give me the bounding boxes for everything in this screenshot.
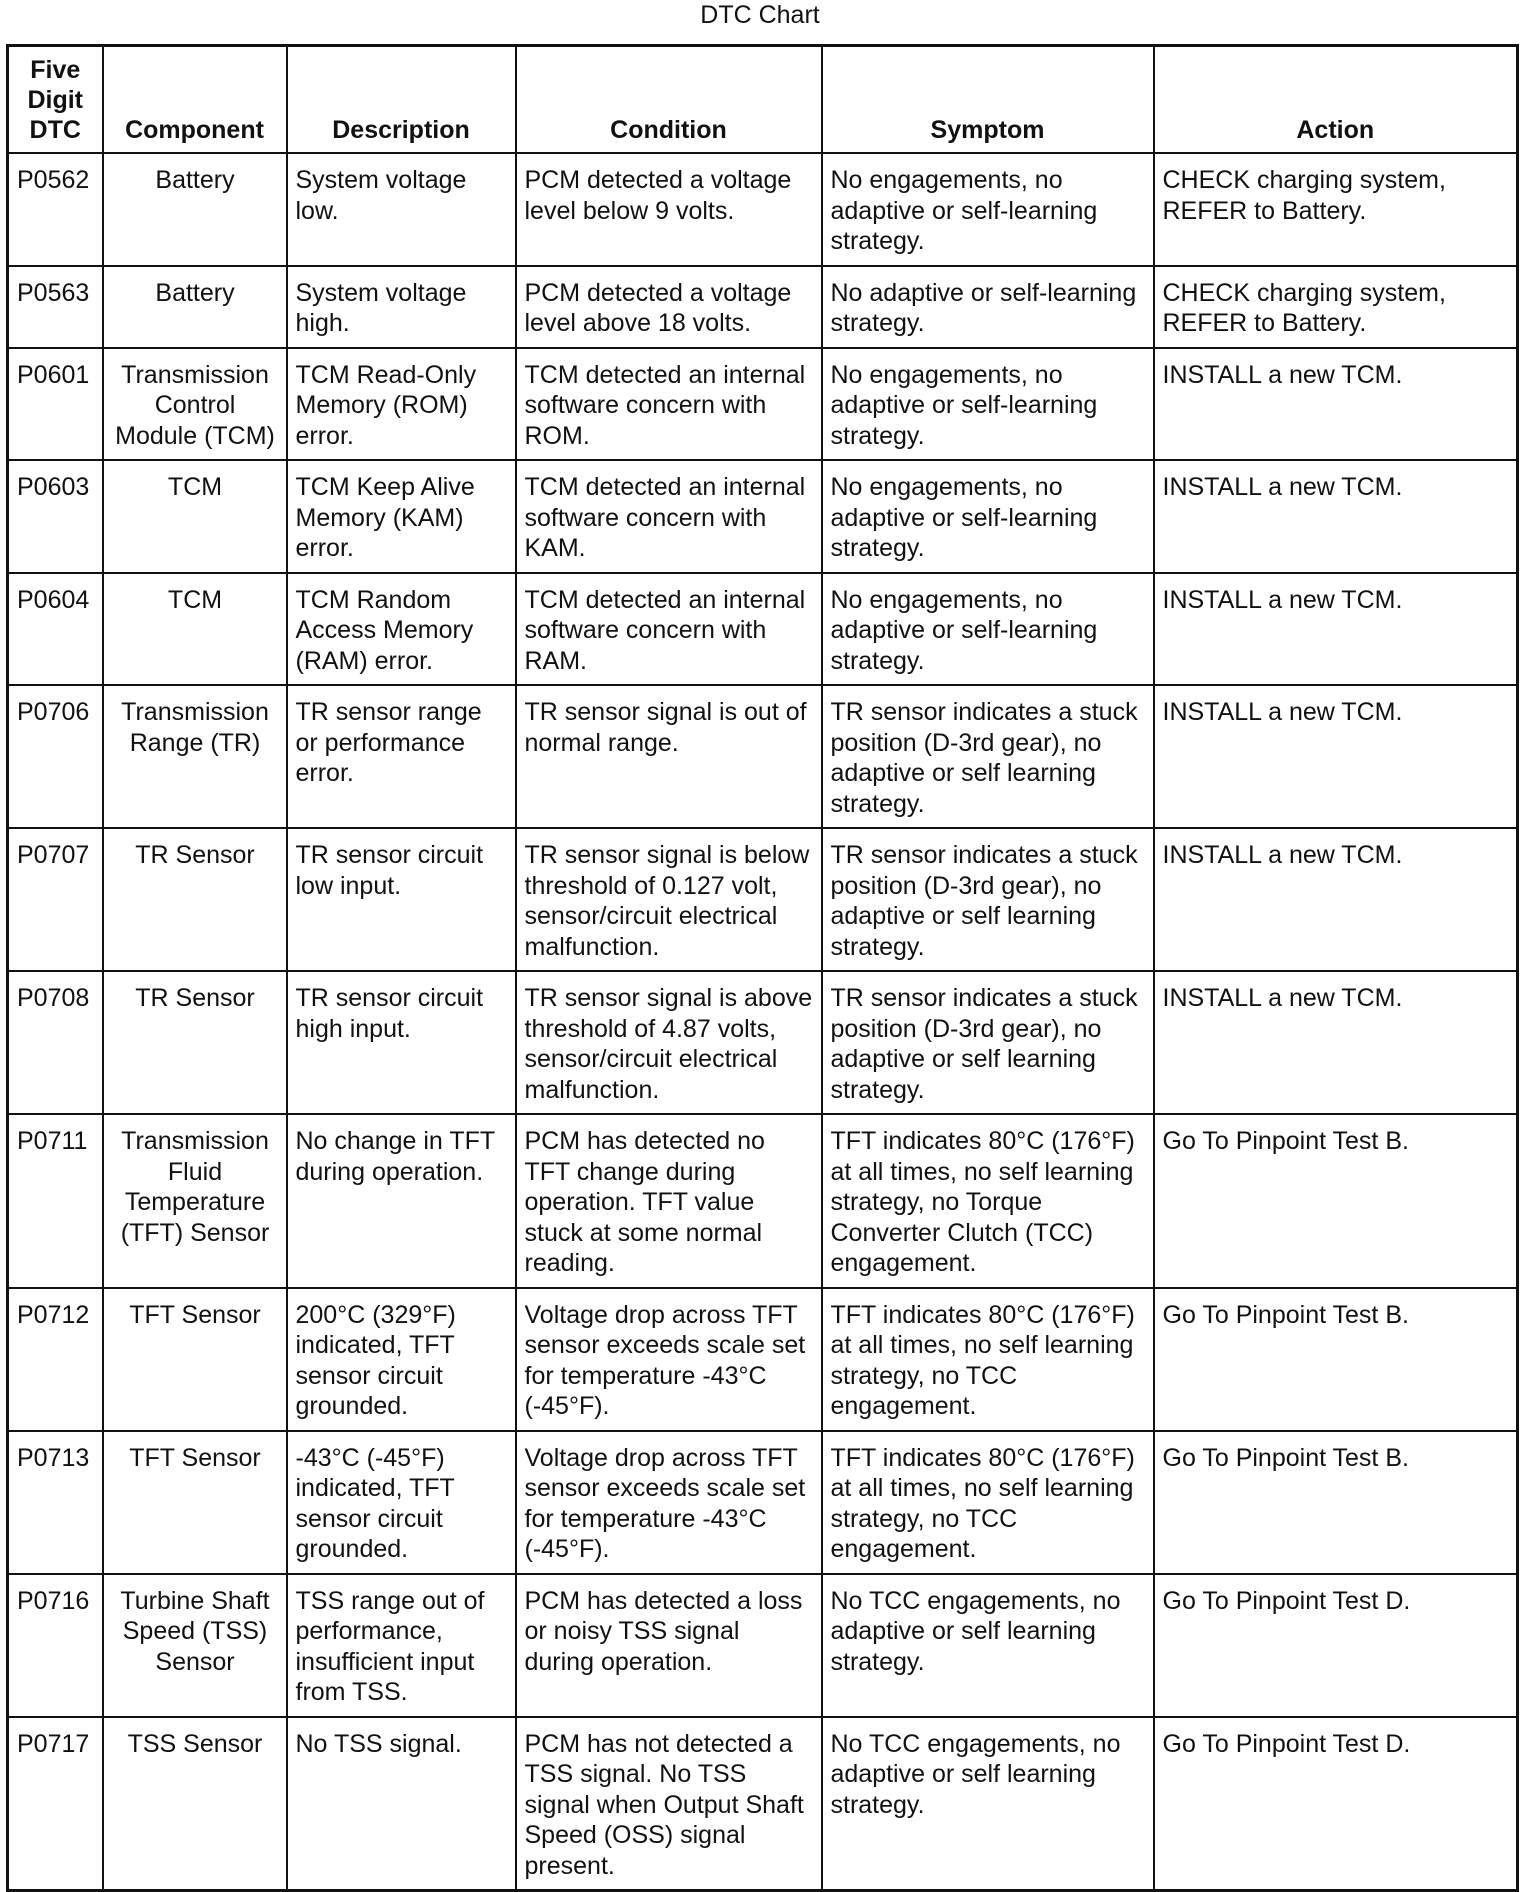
- cell-description: No TSS signal.: [287, 1717, 516, 1891]
- cell-component: TR Sensor: [103, 971, 287, 1114]
- cell-symptom: TR sensor indicates a stuck position (D-3rd gear), no adaptive or self learning strategy.: [822, 971, 1154, 1114]
- cell-component: Turbine Shaft Speed (TSS) Sensor: [103, 1574, 287, 1717]
- dtc-table: [6, 44, 1519, 1892]
- cell-condition: PCM has not detected a TSS signal. No TSS signal when Output Shaft Speed (OSS) signal present.: [516, 1717, 822, 1891]
- header-dtc-line: Digit: [27, 86, 84, 114]
- cell-condition: TCM detected an internal software concern with RAM.: [516, 573, 822, 686]
- cell-condition: Voltage drop across TFT sensor exceeds scale set for temperature -43°C (-45°F).: [516, 1288, 822, 1431]
- cell-action: CHECK charging system, REFER to Battery.: [1154, 153, 1518, 266]
- cell-symptom: TFT indicates 80°C (176°F) at all times, no self learning strategy, no TCC engagement.: [822, 1288, 1154, 1431]
- cell-action: Go To Pinpoint Test B.: [1154, 1288, 1518, 1431]
- cell-symptom: No adaptive or self-learning strategy.: [822, 266, 1154, 348]
- cell-action: CHECK charging system, REFER to Battery.: [1154, 266, 1518, 348]
- cell-condition: TR sensor signal is below threshold of 0.127 volt, sensor/circuit electrical malfunction.: [516, 828, 822, 971]
- table-row: [8, 153, 1518, 266]
- cell-dtc-code: P0713: [8, 1431, 103, 1574]
- cell-action: Go To Pinpoint Test B.: [1154, 1431, 1518, 1574]
- table-row: [8, 460, 1518, 573]
- table-row: [8, 1431, 1518, 1574]
- cell-condition: TCM detected an internal software concern with KAM.: [516, 460, 822, 573]
- cell-description: TR sensor circuit low input.: [287, 828, 516, 971]
- cell-action: INSTALL a new TCM.: [1154, 348, 1518, 461]
- header-symptom: Symptom: [822, 46, 1154, 154]
- cell-dtc-code: P0711: [8, 1114, 103, 1288]
- table-row: [8, 348, 1518, 461]
- cell-component: Transmission Range (TR): [103, 685, 287, 828]
- header-description: Description: [287, 46, 516, 154]
- header-component: Component: [103, 46, 287, 154]
- cell-action: Go To Pinpoint Test B.: [1154, 1114, 1518, 1288]
- cell-component: Transmission Control Module (TCM): [103, 348, 287, 461]
- table-row: [8, 1574, 1518, 1717]
- cell-dtc-code: P0717: [8, 1717, 103, 1891]
- table-row: [8, 1717, 1518, 1891]
- cell-description: TCM Random Access Memory (RAM) error.: [287, 573, 516, 686]
- cell-component: Battery: [103, 266, 287, 348]
- table-row: [8, 685, 1518, 828]
- cell-description: TCM Keep Alive Memory (KAM) error.: [287, 460, 516, 573]
- cell-description: TR sensor range or performance error.: [287, 685, 516, 828]
- cell-symptom: No TCC engagements, no adaptive or self learning strategy.: [822, 1717, 1154, 1891]
- cell-action: Go To Pinpoint Test D.: [1154, 1717, 1518, 1891]
- cell-component: TFT Sensor: [103, 1288, 287, 1431]
- cell-dtc-code: P0706: [8, 685, 103, 828]
- cell-action: INSTALL a new TCM.: [1154, 460, 1518, 573]
- header-action: Action: [1154, 46, 1518, 154]
- cell-description: TR sensor circuit high input.: [287, 971, 516, 1114]
- cell-symptom: No engagements, no adaptive or self-learning strategy.: [822, 153, 1154, 266]
- cell-dtc-code: P0712: [8, 1288, 103, 1431]
- header-dtc: [8, 46, 103, 154]
- cell-symptom: TR sensor indicates a stuck position (D-3rd gear), no adaptive or self learning strategy.: [822, 685, 1154, 828]
- cell-dtc-code: P0562: [8, 153, 103, 266]
- cell-action: INSTALL a new TCM.: [1154, 828, 1518, 971]
- table-row: [8, 573, 1518, 686]
- cell-dtc-code: P0708: [8, 971, 103, 1114]
- cell-dtc-code: P0601: [8, 348, 103, 461]
- cell-description: TCM Read-Only Memory (ROM) error.: [287, 348, 516, 461]
- cell-dtc-code: P0603: [8, 460, 103, 573]
- cell-description: No change in TFT during operation.: [287, 1114, 516, 1288]
- cell-dtc-code: P0604: [8, 573, 103, 686]
- cell-description: TSS range out of performance, insufficient input from TSS.: [287, 1574, 516, 1717]
- cell-description: System voltage high.: [287, 266, 516, 348]
- cell-condition: TR sensor signal is out of normal range.: [516, 685, 822, 828]
- cell-condition: PCM detected a voltage level below 9 volts.: [516, 153, 822, 266]
- cell-action: Go To Pinpoint Test D.: [1154, 1574, 1518, 1717]
- cell-component: TCM: [103, 460, 287, 573]
- cell-component: TSS Sensor: [103, 1717, 287, 1891]
- cell-symptom: No TCC engagements, no adaptive or self learning strategy.: [822, 1574, 1154, 1717]
- header-dtc-line: Five: [30, 56, 81, 84]
- cell-symptom: No engagements, no adaptive or self-learning strategy.: [822, 348, 1154, 461]
- header-dtc-line: DTC: [29, 116, 81, 144]
- cell-action: INSTALL a new TCM.: [1154, 685, 1518, 828]
- cell-symptom: No engagements, no adaptive or self-learning strategy.: [822, 573, 1154, 686]
- cell-condition: PCM has detected no TFT change during operation. TFT value stuck at some normal reading.: [516, 1114, 822, 1288]
- cell-condition: PCM detected a voltage level above 18 volts.: [516, 266, 822, 348]
- cell-description: -43°C (-45°F) indicated, TFT sensor circuit grounded.: [287, 1431, 516, 1574]
- header-condition: Condition: [516, 46, 822, 154]
- cell-component: TFT Sensor: [103, 1431, 287, 1574]
- header-row: [8, 46, 1518, 154]
- page-title: DTC Chart: [700, 1, 820, 29]
- cell-component: TCM: [103, 573, 287, 686]
- table-row: [8, 828, 1518, 971]
- cell-symptom: TFT indicates 80°C (176°F) at all times, no self learning strategy, no Torque Converter Clutch (TCC) engagement.: [822, 1114, 1154, 1288]
- cell-symptom: TR sensor indicates a stuck position (D-3rd gear), no adaptive or self learning strategy.: [822, 828, 1154, 971]
- cell-action: INSTALL a new TCM.: [1154, 573, 1518, 686]
- cell-condition: TCM detected an internal software concern with ROM.: [516, 348, 822, 461]
- cell-component: Transmission Fluid Temperature (TFT) Sensor: [103, 1114, 287, 1288]
- table-row: [8, 1114, 1518, 1288]
- cell-condition: Voltage drop across TFT sensor exceeds scale set for temperature -43°C (-45°F).: [516, 1431, 822, 1574]
- table-row: [8, 1288, 1518, 1431]
- cell-description: 200°C (329°F) indicated, TFT sensor circuit grounded.: [287, 1288, 516, 1431]
- cell-dtc-code: P0563: [8, 266, 103, 348]
- table-header: [8, 46, 1518, 154]
- cell-dtc-code: P0716: [8, 1574, 103, 1717]
- cell-component: TR Sensor: [103, 828, 287, 971]
- cell-action: INSTALL a new TCM.: [1154, 971, 1518, 1114]
- cell-component: Battery: [103, 153, 287, 266]
- cell-condition: PCM has detected a loss or noisy TSS signal during operation.: [516, 1574, 822, 1717]
- cell-symptom: TFT indicates 80°C (176°F) at all times, no self learning strategy, no TCC engagement.: [822, 1431, 1154, 1574]
- cell-dtc-code: P0707: [8, 828, 103, 971]
- cell-symptom: No engagements, no adaptive or self-learning strategy.: [822, 460, 1154, 573]
- table-row: [8, 266, 1518, 348]
- table-body: [8, 153, 1518, 1891]
- table-row: [8, 971, 1518, 1114]
- cell-description: System voltage low.: [287, 153, 516, 266]
- cell-condition: TR sensor signal is above threshold of 4.87 volts, sensor/circuit electrical malfunction.: [516, 971, 822, 1114]
